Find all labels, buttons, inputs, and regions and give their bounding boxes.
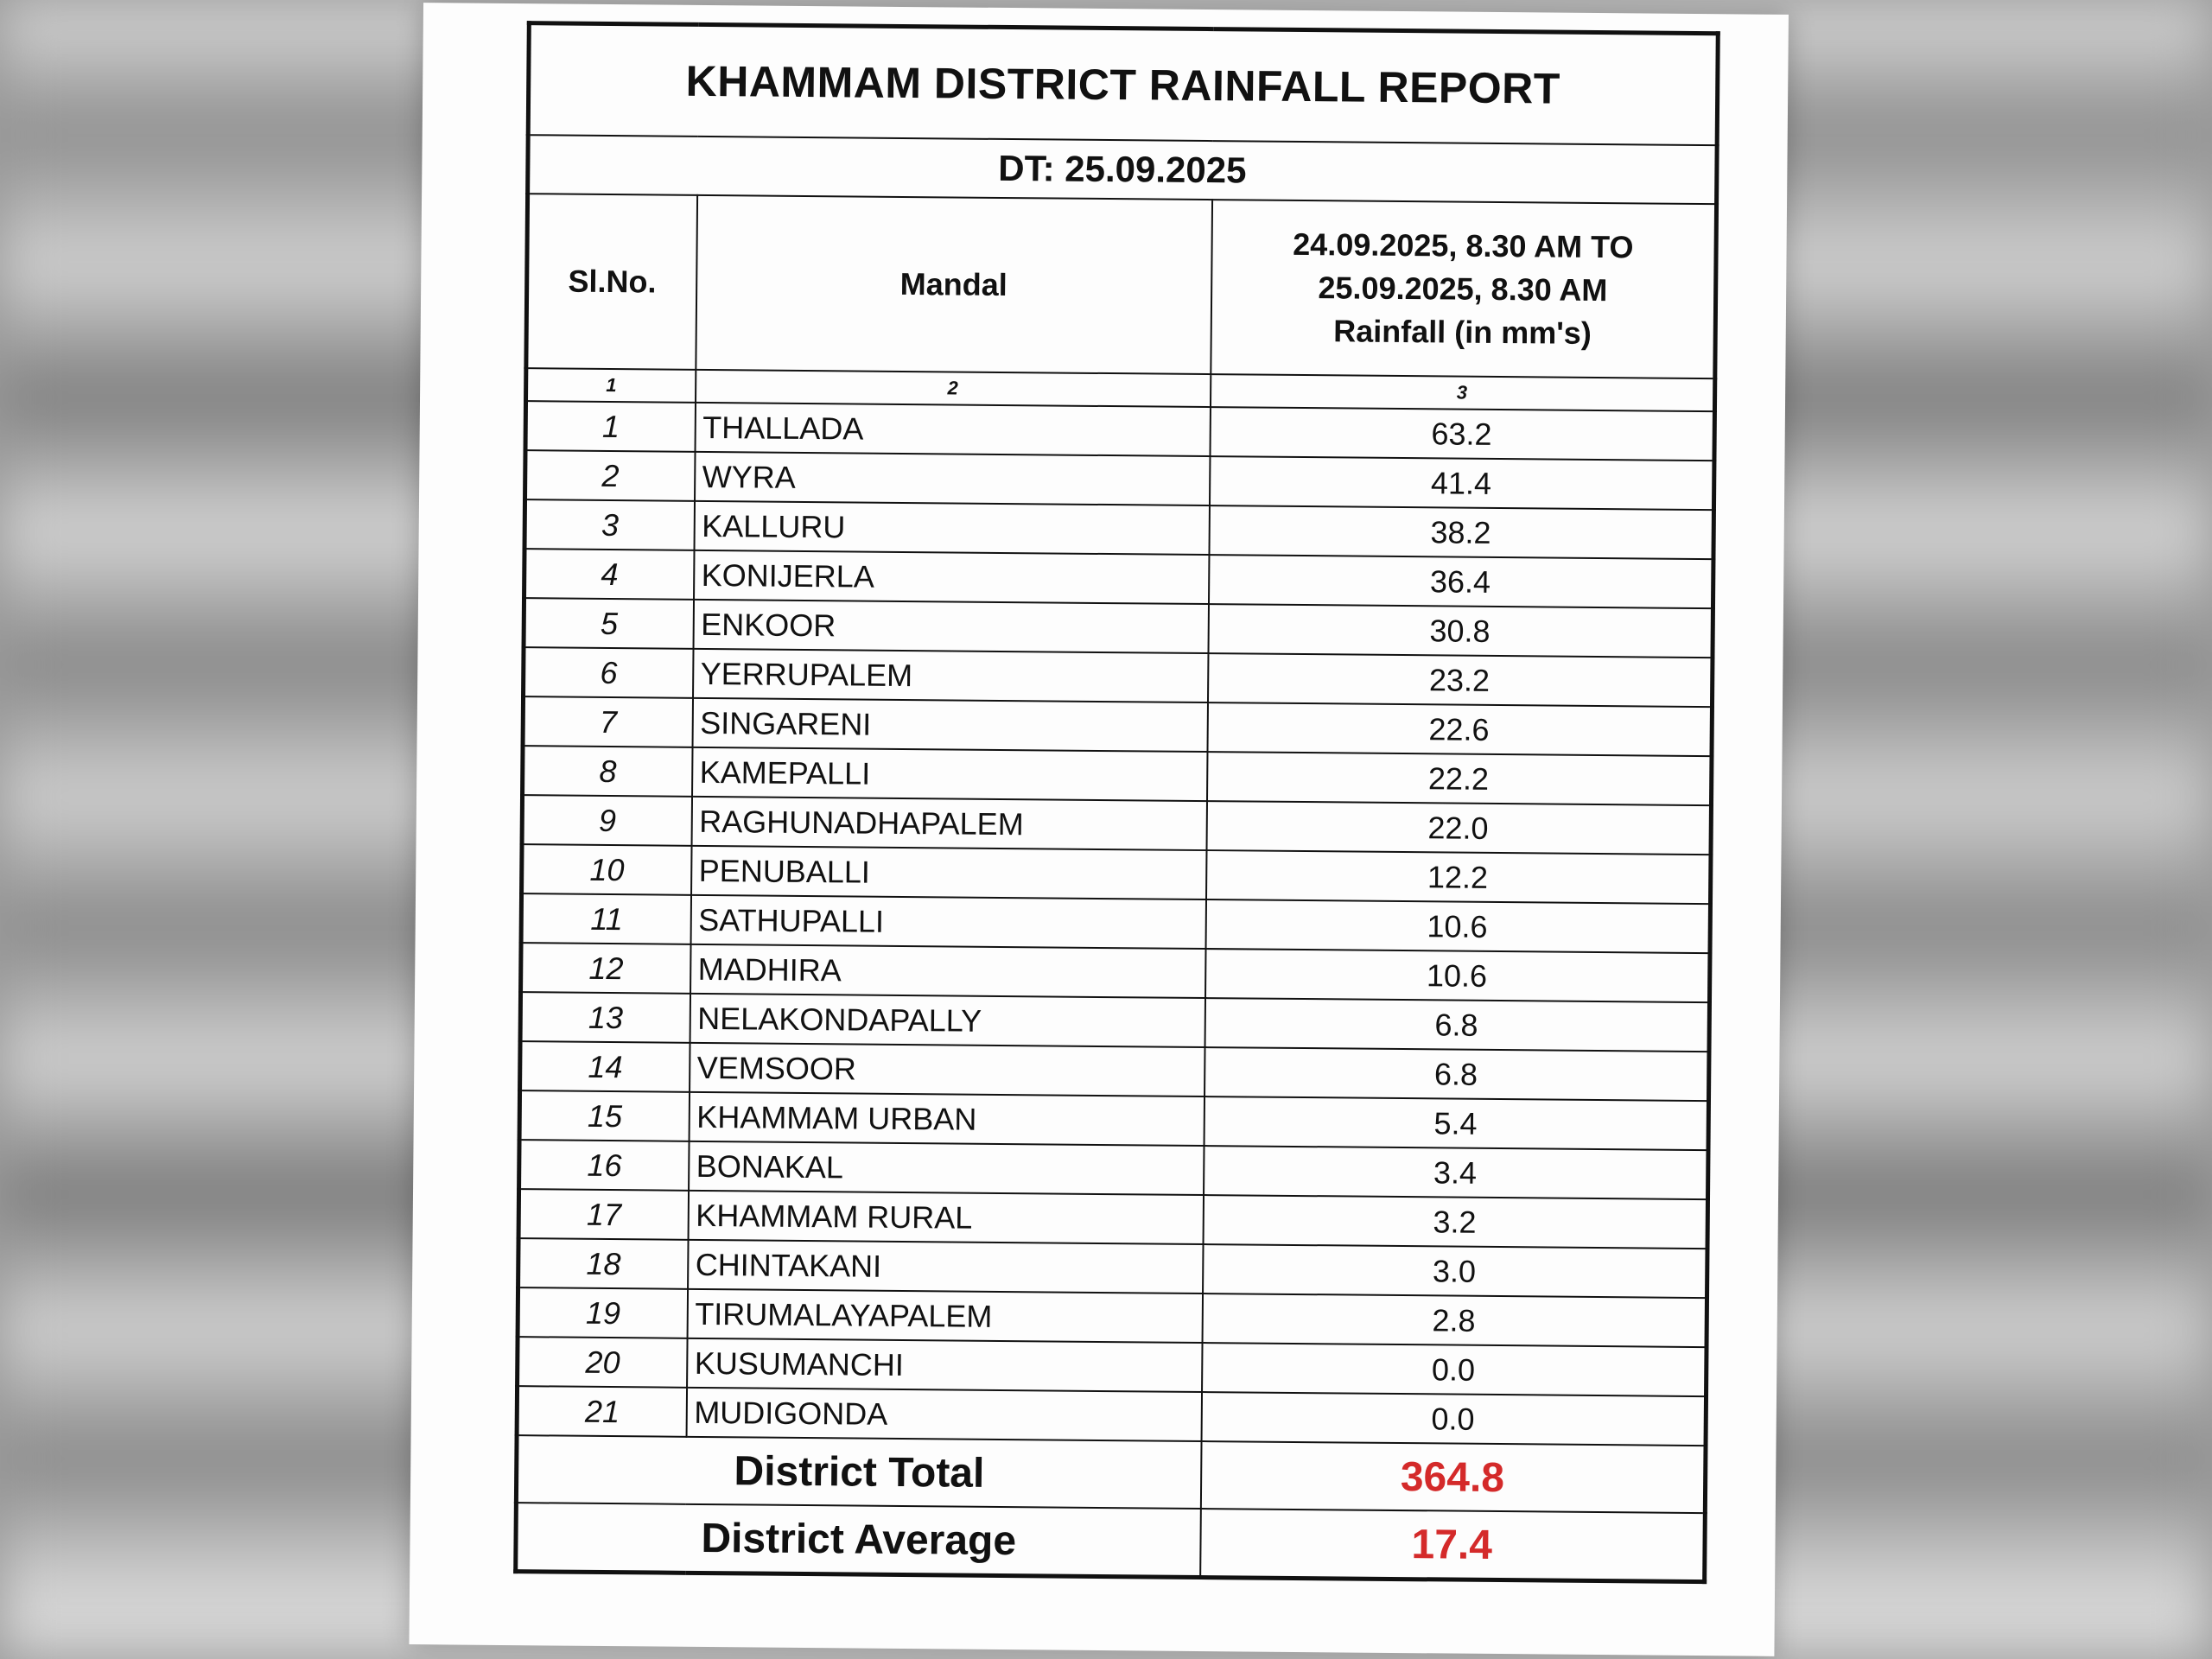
row-rainfall: 0.0 — [1201, 1392, 1706, 1446]
row-rainfall: 10.6 — [1205, 899, 1710, 953]
row-sl-no: 1 — [525, 401, 695, 452]
row-rainfall: 22.0 — [1206, 801, 1711, 855]
district-average-label: District Average — [516, 1503, 1201, 1577]
district-total-value: 364.8 — [1200, 1441, 1706, 1513]
row-mandal: KAMEPALLI — [692, 747, 1207, 801]
column-number-2: 2 — [696, 370, 1211, 407]
row-mandal: SINGARENI — [692, 698, 1207, 752]
district-average-value: 17.4 — [1200, 1509, 1706, 1582]
row-sl-no: 11 — [521, 893, 690, 944]
row-sl-no: 3 — [524, 499, 694, 550]
row-rainfall: 22.2 — [1207, 752, 1712, 805]
report-sheet — [409, 3, 1789, 1656]
row-rainfall: 38.2 — [1209, 505, 1713, 559]
row-mandal: KUSUMANCHI — [687, 1338, 1202, 1392]
row-mandal: YERRUPALEM — [693, 649, 1208, 702]
row-rainfall: 0.0 — [1202, 1343, 1707, 1396]
row-mandal: THALLADA — [695, 403, 1210, 456]
row-rainfall: 6.8 — [1205, 998, 1709, 1052]
row-mandal: MUDIGONDA — [686, 1388, 1201, 1441]
row-rainfall: 12.2 — [1206, 850, 1711, 904]
row-sl-no: 15 — [519, 1090, 689, 1141]
row-rainfall: 10.6 — [1205, 949, 1710, 1002]
header-mandal: Mandal — [696, 195, 1212, 374]
row-mandal: KONIJERLA — [694, 550, 1209, 604]
row-sl-no: 2 — [525, 450, 695, 501]
row-mandal: TIRUMALAYAPALEM — [687, 1289, 1202, 1343]
row-sl-no: 4 — [524, 549, 694, 600]
rainfall-table — [513, 21, 1720, 1584]
row-sl-no: 5 — [524, 598, 693, 649]
row-mandal: KHAMMAM URBAN — [689, 1092, 1204, 1146]
row-rainfall: 30.8 — [1208, 604, 1713, 658]
row-mandal: BONAKAL — [689, 1141, 1204, 1195]
row-mandal: NELAKONDAPALLY — [690, 994, 1205, 1047]
header-rainfall — [1211, 200, 1717, 378]
row-mandal: RAGHUNADHAPALEM — [691, 797, 1206, 850]
row-mandal: WYRA — [695, 452, 1210, 505]
row-sl-no: 8 — [523, 746, 692, 797]
row-mandal: KHAMMAM RURAL — [688, 1191, 1203, 1244]
row-sl-no: 7 — [523, 696, 692, 747]
row-rainfall: 36.4 — [1208, 555, 1713, 608]
row-sl-no: 19 — [518, 1287, 687, 1338]
row-rainfall: 3.4 — [1204, 1146, 1708, 1199]
row-sl-no: 17 — [518, 1189, 688, 1240]
row-mandal: ENKOOR — [693, 600, 1208, 653]
row-sl-no: 10 — [522, 844, 691, 895]
row-sl-no: 16 — [519, 1140, 689, 1191]
row-mandal: VEMSOOR — [690, 1043, 1205, 1096]
row-mandal: SATHUPALLI — [690, 895, 1205, 949]
row-rainfall: 3.2 — [1203, 1195, 1707, 1249]
district-total-label: District Total — [516, 1435, 1201, 1509]
header-rainfall-line1: 24.09.2025, 8.30 AM TO — [1293, 226, 1634, 265]
column-number-3: 3 — [1210, 374, 1714, 411]
header-sl-no: Sl.No. — [526, 194, 697, 370]
row-mandal: MADHIRA — [690, 944, 1205, 998]
row-rainfall: 5.4 — [1204, 1096, 1708, 1150]
report-title: KHAMMAM DISTRICT RAINFALL REPORT — [528, 23, 1718, 146]
row-rainfall: 6.8 — [1205, 1047, 1709, 1101]
row-rainfall: 3.0 — [1203, 1244, 1707, 1298]
row-rainfall: 22.6 — [1207, 702, 1712, 756]
row-rainfall: 41.4 — [1209, 456, 1713, 510]
row-mandal: CHINTAKANI — [688, 1240, 1203, 1294]
row-sl-no: 6 — [524, 647, 693, 698]
row-sl-no: 18 — [518, 1238, 688, 1289]
row-rainfall: 2.8 — [1202, 1294, 1707, 1347]
row-rainfall: 63.2 — [1210, 407, 1714, 461]
row-sl-no: 13 — [520, 992, 690, 1043]
row-sl-no: 20 — [518, 1337, 687, 1388]
row-mandal: KALLURU — [694, 501, 1209, 555]
row-sl-no: 12 — [521, 943, 690, 994]
row-sl-no: 9 — [522, 795, 691, 846]
row-rainfall: 23.2 — [1207, 653, 1712, 707]
report-date: DT: 25.09.2025 — [528, 135, 1718, 204]
header-rainfall-line3: Rainfall (in mm's) — [1333, 313, 1592, 351]
column-number-1: 1 — [526, 368, 696, 403]
row-sl-no: 21 — [517, 1386, 686, 1437]
header-rainfall-line2: 25.09.2025, 8.30 AM — [1318, 270, 1608, 308]
row-mandal: PENUBALLI — [691, 846, 1206, 899]
row-sl-no: 14 — [520, 1041, 690, 1092]
